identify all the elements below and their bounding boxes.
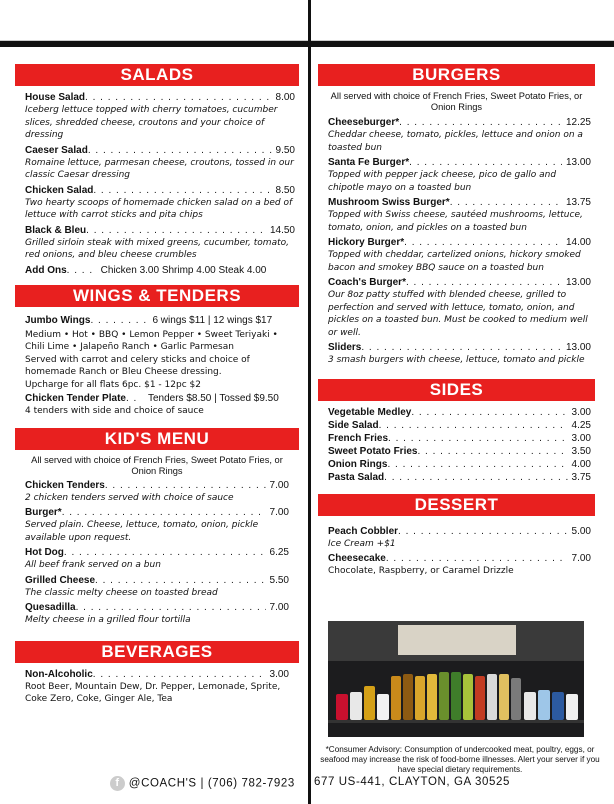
menu-item <box>328 553 591 578</box>
item-name: Vegetable Medley <box>328 406 412 418</box>
footer-contact <box>110 776 295 791</box>
consumer-advisory: *Consumer Advisory: Consumption of undercooked meat, poultry, eggs, or seafood may increase the risk of food-borne illnesses. Alert your server if you have special dietary requirements. <box>320 745 600 774</box>
drink-bottle <box>511 678 521 720</box>
sides-banner: SIDES <box>318 379 595 401</box>
left-column <box>15 64 299 706</box>
item-price: 13.75 <box>565 197 591 208</box>
item-description: Melty cheese in a grilled flour tortilla <box>25 615 191 625</box>
item-name: Santa Fe Burger* <box>328 157 410 168</box>
drink-bottle <box>451 672 461 720</box>
drink-can <box>552 692 564 720</box>
menu-item <box>25 185 295 222</box>
menu-item <box>328 459 591 471</box>
menu-item <box>328 197 591 234</box>
item-name: Grilled Cheese <box>25 574 96 586</box>
salads-list <box>15 92 299 277</box>
item-name: Quesadilla <box>25 602 76 613</box>
top-rule <box>0 41 614 47</box>
item-price: 7.00 <box>269 602 289 613</box>
menu-item <box>25 480 289 505</box>
item-price: 6 wings $11 | 12 wings $17 <box>152 314 273 326</box>
item-description: Grilled sirloin steak with mixed greens, cucumber, tomato, red onions, and bleu cheese crumbles <box>25 237 289 260</box>
served-note: Served with carrot and celery sticks and choice of homemade Ranch or Bleu Cheese dressing. <box>25 354 250 377</box>
item-description: Two hearty scoops of homemade chicken salad on a bed of lettuce with carrot sticks and pita chips <box>25 197 293 220</box>
kids-list <box>15 480 299 627</box>
item-price: 7.00 <box>571 553 591 564</box>
item-price: 12.25 <box>565 117 591 128</box>
social-phone: @COACH'S | (706) 782-7923 <box>128 777 295 790</box>
item-price: 7.00 <box>269 507 289 518</box>
item-name: Jumbo Wings <box>25 314 91 326</box>
item-name: Non-Alcoholic <box>25 668 93 680</box>
menu-item <box>328 342 591 367</box>
item-description: Root Beer, Mountain Dew, Dr. Pepper, Lemonade, Sprite, Coke Zero, Coke, Ginger Ale, Tea <box>25 681 281 704</box>
item-name: Hickory Burger* <box>328 237 405 248</box>
item-name: Peach Cobbler <box>328 525 399 537</box>
menu-item <box>25 225 295 262</box>
menu-item <box>328 433 591 445</box>
item-price: 9.50 <box>275 144 295 156</box>
burgers-note: All served with choice of French Fries, Sweet Potato Fries, or Onion Rings <box>330 91 583 112</box>
item-name: Caeser Salad <box>25 144 88 156</box>
center-divider <box>308 0 311 804</box>
beverages-list <box>15 669 299 706</box>
menu-item <box>25 507 289 544</box>
menu-item <box>25 547 289 572</box>
item-description: Romaine lettuce, parmesan cheese, croutons, tossed in our classic Caesar dressing <box>25 157 294 180</box>
drink-bottle <box>415 676 425 720</box>
burgers-list <box>318 117 595 367</box>
item-name: Sweet Potato Fries <box>328 445 418 457</box>
item-price: 3.50 <box>571 445 591 457</box>
drink-bottle <box>391 676 401 720</box>
salads-banner: SALADS <box>15 64 299 86</box>
menu-item <box>328 407 591 419</box>
kids-banner: KID'S MENU <box>15 428 299 450</box>
upcharge-note: Upcharge for all flats 6pc. $1 - 12pc $2 <box>25 379 201 390</box>
item-description: 4 tenders with side and choice of sauce <box>25 406 204 416</box>
menu-item <box>328 117 591 154</box>
facebook-icon: f <box>110 776 125 791</box>
right-column <box>318 64 595 578</box>
item-name: Add Ons <box>25 264 67 276</box>
item-description: The classic melty cheese on toasted bread <box>25 587 218 598</box>
item-description: Topped with Swiss cheese, sautéed mushrooms, lettuce, tomato, onion, and pickles on a toasted bun <box>328 210 583 233</box>
item-name: Chicken Salad <box>25 184 94 196</box>
menu-item <box>25 602 289 627</box>
menu-item <box>25 145 295 182</box>
item-price: Tenders $8.50 | Tossed $9.50 <box>147 393 279 404</box>
item-price: 13.00 <box>565 277 591 288</box>
drink-bottle <box>475 676 485 720</box>
item-name: Chicken Tenders <box>25 479 105 491</box>
item-description: All beef frank served on a bun <box>25 560 161 570</box>
item-name: Cheesecake <box>328 553 386 564</box>
item-name: French Fries <box>328 432 389 444</box>
drink-bottle <box>499 674 509 720</box>
drink-bottle <box>427 674 437 720</box>
item-price: 14.00 <box>565 237 591 248</box>
item-name: Pasta Salad <box>328 471 385 483</box>
drink-can <box>377 694 389 720</box>
item-description: 3 smash burgers with cheese, lettuce, tomato and pickle <box>328 355 585 365</box>
drink-can <box>524 692 536 720</box>
item-description: 2 chicken tenders served with choice of sauce <box>25 492 234 503</box>
item-description: Chocolate, Raspberry, or Caramel Drizzle <box>328 566 514 576</box>
item-description: Cheddar cheese, tomato, pickles, lettuce and onion on a toasted bun <box>328 130 583 153</box>
menu-item <box>25 315 295 327</box>
item-price: 13.00 <box>565 157 591 168</box>
flavor-list: Medium • Hot • BBQ • Lemon Pepper • Sweet Teriyaki • <box>25 329 278 340</box>
item-name: Coach's Burger* <box>328 277 406 288</box>
item-price: 5.00 <box>571 525 591 537</box>
item-price: 3.00 <box>571 432 591 444</box>
menu-item <box>328 472 591 484</box>
item-price: 14.50 <box>269 224 295 236</box>
menu-item <box>25 669 289 706</box>
item-price: 3.75 <box>571 471 591 483</box>
item-name: Hot Dog <box>25 547 64 558</box>
item-description: Ice Cream +$1 <box>328 538 396 549</box>
item-description: Topped with pepper jack cheese, pico de gallo and chipotle mayo on a toasted bun <box>328 170 557 193</box>
kids-note: All served with choice of French Fries, Sweet Potato Fries, or Onion Rings <box>31 454 283 476</box>
item-price: 3.00 <box>269 668 289 680</box>
drink-can <box>538 690 550 720</box>
item-description: Topped with cheddar, cartelized onions, hickory smoked bacon and smokey BBQ sauce on a toasted bun <box>328 250 581 273</box>
beverages-banner: BEVERAGES <box>15 641 299 663</box>
item-name: Sliders <box>328 342 362 353</box>
item-description: Our 8oz patty stuffed with blended cheese, grilled to perfection and served with lettuce, tomato, onion, and pickles on a toasted bun. Must be cooked to medium well or well. <box>328 290 588 338</box>
drink-can <box>364 686 375 720</box>
item-price: 3.00 <box>571 406 591 418</box>
addons-prices: Chicken 3.00 Shrimp 4.00 Steak 4.00 <box>100 264 267 276</box>
item-name: Side Salad <box>328 419 379 431</box>
drink-can <box>336 694 348 720</box>
item-price: 4.25 <box>571 419 591 431</box>
item-price: 6.25 <box>269 547 289 558</box>
item-name: Onion Rings <box>328 458 388 470</box>
wings-banner: WINGS & TENDERS <box>15 285 299 307</box>
item-name: Cheeseburger* <box>328 117 400 128</box>
menu-item <box>25 92 295 142</box>
menu-item <box>25 575 289 600</box>
wings-list <box>15 315 299 418</box>
dessert-list <box>318 526 595 578</box>
drink-bottle <box>439 672 449 720</box>
item-name: Chicken Tender Plate <box>25 393 126 404</box>
drink-can <box>566 694 578 720</box>
drink-can <box>350 692 362 720</box>
menu-item <box>328 446 591 458</box>
item-name: Burger* <box>25 507 62 518</box>
item-price: 7.00 <box>269 479 289 491</box>
item-description: Iceberg lettuce topped with cherry tomatoes, cucumber slices, shredded cheese, croutons and your choice of dressing <box>25 105 278 140</box>
photo-window <box>398 625 516 655</box>
sides-list <box>318 407 595 484</box>
photo-shelf <box>328 720 584 723</box>
menu-item <box>328 420 591 432</box>
item-name: Mushroom Swiss Burger* <box>328 197 450 208</box>
item-price: 13.00 <box>565 342 591 353</box>
item-price: 4.00 <box>571 458 591 470</box>
addons-item <box>25 265 295 277</box>
menu-item <box>328 277 591 339</box>
top-margin <box>0 0 614 41</box>
item-price: 8.50 <box>275 184 295 196</box>
item-price: 5.50 <box>269 574 289 586</box>
footer-address: 677 US-441, CLAYTON, GA 30525 <box>314 776 510 788</box>
item-description: Served plain. Cheese, lettuce, tomato, onion, pickle available upon request. <box>25 520 259 543</box>
item-name: Black & Bleu <box>25 224 87 236</box>
flavor-list: Chili Lime • Jalapeño Ranch • Garlic Parmesan <box>25 342 234 352</box>
dessert-banner: DESSERT <box>318 494 595 516</box>
drink-bottle <box>403 674 413 720</box>
drinks-photo <box>328 621 584 737</box>
item-price: 8.00 <box>275 92 295 103</box>
item-name: House Salad <box>25 92 86 103</box>
burgers-banner: BURGERS <box>318 64 595 86</box>
drink-bottle <box>487 674 497 720</box>
menu-item <box>25 393 295 405</box>
drink-bottle <box>463 674 473 720</box>
menu-item <box>328 157 591 194</box>
menu-item <box>328 526 591 551</box>
menu-item <box>328 237 591 274</box>
